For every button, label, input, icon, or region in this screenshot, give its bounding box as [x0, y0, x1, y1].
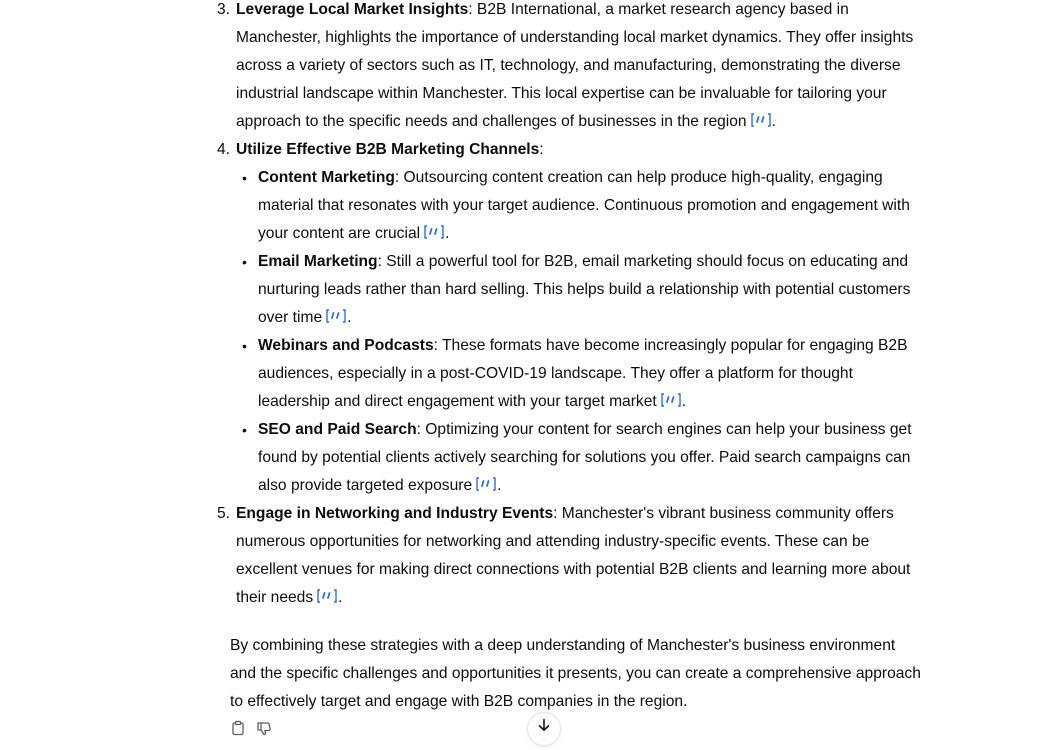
bullet-item: [0, 248, 922, 332]
bullet-marker: •: [242, 170, 247, 186]
list-item: [0, 136, 926, 500]
bullet-item-text: : Outsourcing content creation can help produce high-quality, engaging material that resonates with your target audience. Continuous promotion and engagement with your content are crucial: [258, 169, 910, 242]
list-number: 5.: [216, 505, 230, 522]
message-actions: [228, 722, 274, 742]
citation-quote-icon[interactable]: [660, 392, 682, 408]
scroll-to-bottom-button[interactable]: [527, 712, 561, 746]
list-item-text: : B2B International, a market research agency based in Manchester, highlights the importance of understanding local market dynamics. They offer insights across a variety of sectors such as IT, technology, and manufacturing, demonstrating the diverse industrial landscape within Manchester. This local expertise can be invaluable for tailoring your approach to the specific needs and challenges of businesses in the region: [236, 1, 914, 130]
list-item-title: Engage in Networking and Industry Events: [236, 505, 554, 522]
list-item-title: Utilize Effective B2B Marketing Channels: [236, 141, 540, 158]
citation-quote-icon[interactable]: [325, 308, 347, 324]
bullet-list: [0, 164, 926, 500]
bullet-item-text: : Still a powerful tool for B2B, email marketing should focus on educating and nurturing leads rather than hard selling. This helps build a relationship with potential customers over time: [258, 253, 911, 326]
copy-button[interactable]: [228, 722, 248, 742]
bullet-item: [0, 164, 922, 248]
bullet-item-end: .: [497, 477, 502, 494]
list-number: 3.: [216, 1, 230, 18]
bullet-marker: •: [242, 422, 247, 438]
conclusion-paragraph: By combining these strategies with a deep understanding of Manchester's business environment and the specific challenges and opportunities it presents, you can create a comprehensive approach to effectively target and engage with B2B companies in the region.: [230, 637, 921, 710]
bullet-item: [0, 332, 922, 416]
list-number: 4.: [216, 141, 230, 158]
bullet-marker: •: [242, 254, 247, 270]
list-item: [0, 500, 926, 612]
arrow-down-icon: [536, 715, 552, 743]
clipboard-icon: [230, 718, 246, 746]
list-item-title: Leverage Local Market Insights: [236, 1, 469, 18]
bullet-item-end: .: [445, 225, 450, 242]
bullet-item-title: Content Marketing: [258, 169, 395, 186]
bullet-item-text: : These formats have become increasingly popular for engaging B2B audiences, especially in a post-COVID-19 landscape. They offer a platform for thought leadership and direct engagement with your target market: [258, 337, 908, 410]
bullet-item-end: .: [347, 309, 352, 326]
bullet-item-text: : Optimizing your content for search engines can help your business get found by potential clients actively searching for solutions you offer. Paid search campaigns can also provide targeted exposure: [258, 421, 912, 494]
list-item-text: :: [539, 141, 544, 158]
citation-quote-icon[interactable]: [316, 588, 338, 604]
list-item-text: : Manchester's vibrant business community offers numerous opportunities for networking and attending industry-specific events. These can be excellent venues for making direct connections with potential B2B clients and learning more about their needs: [236, 505, 911, 606]
bullet-item: [0, 416, 922, 500]
list-item: [0, 0, 926, 136]
list-item-end: .: [771, 113, 776, 130]
thumbs-down-icon: [256, 718, 272, 746]
dislike-button[interactable]: [254, 722, 274, 742]
bullet-item-title: Webinars and Podcasts: [258, 337, 434, 354]
bullet-item-end: .: [681, 393, 687, 410]
citation-quote-icon[interactable]: [475, 476, 497, 492]
list-item-end: .: [338, 589, 343, 606]
bullet-item-title: Email Marketing: [258, 253, 378, 270]
citation-quote-icon[interactable]: [750, 112, 772, 128]
bullet-marker: •: [242, 338, 247, 354]
bullet-item-title: SEO and Paid Search: [258, 421, 417, 438]
citation-quote-icon[interactable]: [423, 224, 445, 240]
